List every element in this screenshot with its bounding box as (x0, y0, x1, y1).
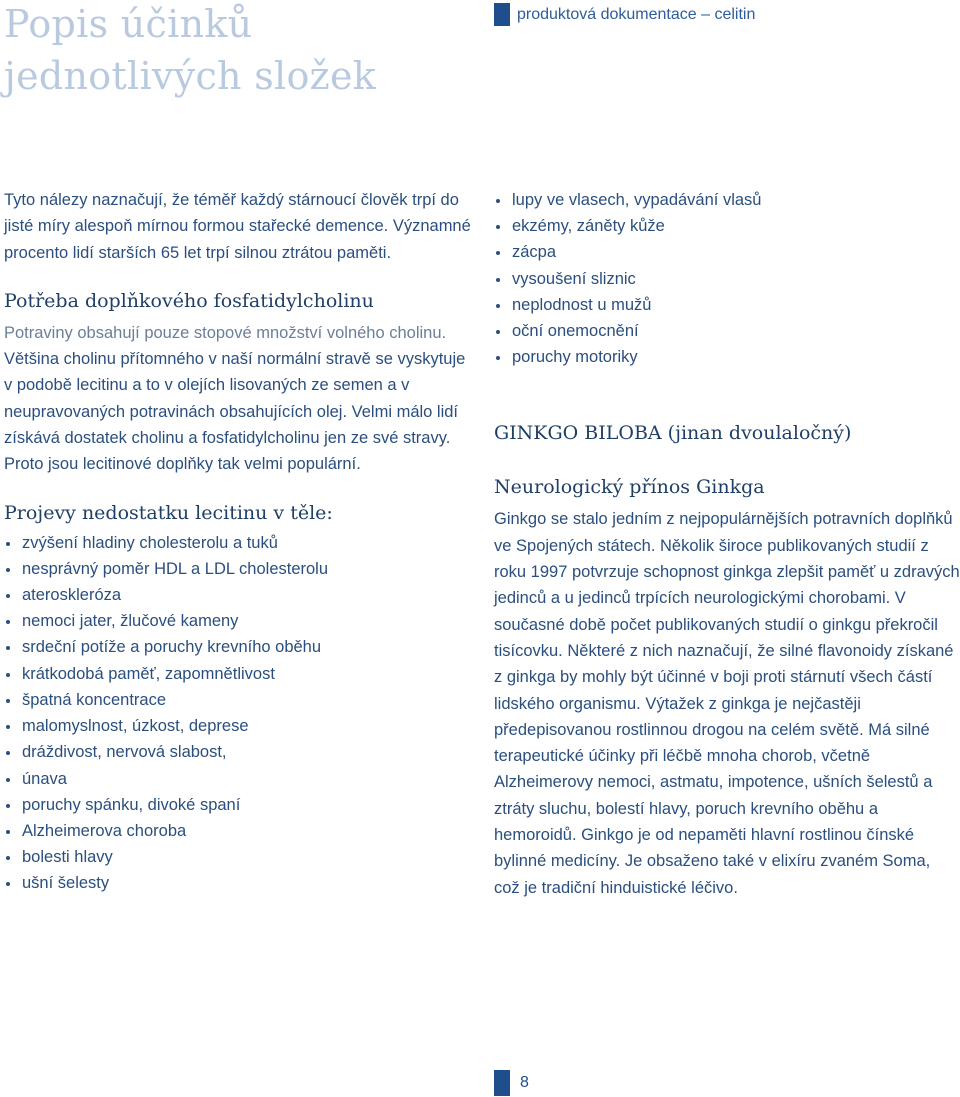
page-title-line-1: Popis účinků (4, 2, 253, 46)
list-item: poruchy motoriky (494, 344, 960, 370)
list-item: špatná koncentrace (4, 687, 474, 713)
footer-bar (494, 1070, 510, 1096)
section-tag-text: produktová dokumentace – celitin (517, 6, 756, 23)
page-title (4, 0, 376, 102)
list-item: vysoušení sliznic (494, 266, 960, 292)
section-tag (494, 3, 755, 26)
page-number: 8 (520, 1074, 529, 1091)
section-heading-phosphatidylcholine: Potřeba doplňkového fosfatidylcholinu (4, 289, 374, 312)
list-item: srdeční potíže a poruchy krevního oběhu (4, 634, 474, 660)
phosphatidylcholine-paragraph (4, 320, 474, 478)
list-item: zvýšení hladiny cholesterolu a tuků (4, 530, 474, 556)
list-item: dráždivost, nervová slabost, (4, 739, 474, 765)
phosphatidylcholine-body: Většina cholinu přítomného v naší normální stravě se vyskytuje v podobě lecitinu a to v olejích lisovaných ze semen a v neupravovaných potravinách obsahujících olej. Velmi málo lidí získává dostatek cholinu a fosfatidylcholinu jen ze své stravy. Proto jsou lecitinové doplňky tak velmi populární. (4, 350, 466, 474)
intro-paragraph: Tyto nálezy naznačují, že téměř každý stárnoucí člověk trpí do jisté míry alespoň mírnou formou stařecké demence. Významné procento lidí starších 65 let trpí silnou ztrátou paměti. (4, 191, 471, 262)
ginkgo-paragraph: Ginkgo se stalo jedním z nejpopulárnějších potravních doplňků ve Spojených státech. Několik široce publikovaných studií z roku 1997 potvrzuje schopnost ginkga zlepšit paměť u zdravých jedinců a u jedinců trpících neurologickými chorobami. V současné době počet publikovaných studií o ginkgu překročil tisícovku. Některé z nich naznačují, že silné flavonoidy získané z ginkga by mohly být účinné v boji proti stárnutí všech částí lidského organismu. Výtažek z ginkga je nejčastěji předepisovanou rostlinnou drogou na celém světě. Má silné terapeutické účinky při léčbě mnoha chorob, včetně Alzheimerovy nemoci, astmatu, impotence, ušních šelestů a ztráty sluchu, bolestí hlavy, poruch krevního oběhu a hemoroidů. Ginkgo je od nepaměti hlavní rostlinou čínské bylinné medicíny. Je obsaženo také v elixíru zvaném Soma, což je tradiční hinduistické léčivo. (494, 510, 960, 897)
list-item: ateroskleróza (4, 582, 474, 608)
phosphatidylcholine-lead: Potraviny obsahují pouze stopové množství volného cholinu. (4, 323, 447, 342)
list-item: krátkodobá paměť, zapomnětlivost (4, 661, 474, 687)
section-heading-ginkgo-benefit: Neurologický přínos Ginkga (494, 476, 765, 499)
list-item: oční onemocnění (494, 318, 960, 344)
list-item: bolesti hlavy (4, 844, 474, 870)
list-item: Alzheimerova choroba (4, 818, 474, 844)
list-item: lupy ve vlasech, vypadávání vlasů (494, 187, 960, 213)
list-item: zácpa (494, 239, 960, 265)
list-item: malomyslnost, úzkost, deprese (4, 713, 474, 739)
list-item: neplodnost u mužů (494, 292, 960, 318)
page-footer (494, 1070, 529, 1096)
left-column (4, 187, 474, 897)
list-item: únava (4, 766, 474, 792)
list-item: ekzémy, záněty kůže (494, 213, 960, 239)
right-column (494, 187, 960, 901)
section-tag-bar (494, 3, 510, 26)
section-heading-ginkgo: GINKGO BILOBA (jinan dvoulaločný) (494, 422, 852, 445)
list-item: nesprávný poměr HDL a LDL cholesterolu (4, 556, 474, 582)
list-item: nemoci jater, žlučové kameny (4, 608, 474, 634)
symptom-list (4, 530, 474, 897)
list-item: poruchy spánku, divoké spaní (4, 792, 474, 818)
section-heading-lecithin-deficiency: Projevy nedostatku lecitinu v těle: (4, 501, 333, 524)
list-item: ušní šelesty (4, 870, 474, 896)
symptom-list-continued (494, 187, 960, 370)
page-title-line-2: jednotlivých složek (4, 54, 377, 98)
